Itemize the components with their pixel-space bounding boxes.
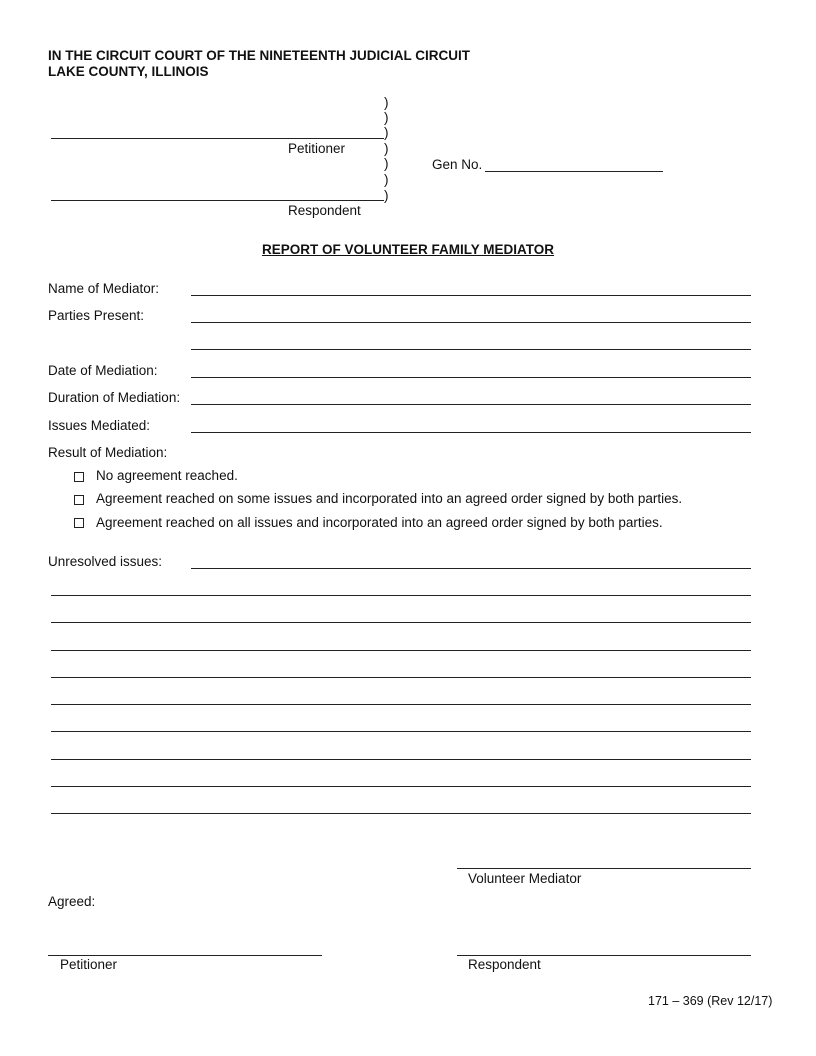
petitioner-label: Petitioner xyxy=(288,141,346,156)
unresolved-issues-line[interactable] xyxy=(51,731,751,732)
option-no-agreement-label: No agreement reached. xyxy=(96,468,238,483)
duration-of-mediation-line[interactable] xyxy=(191,404,751,405)
name-of-mediator-label: Name of Mediator: xyxy=(48,281,160,296)
option-all-issues-checkbox[interactable] xyxy=(74,518,84,528)
petitioner-name-line[interactable] xyxy=(51,138,384,139)
option-no-agreement-checkbox[interactable] xyxy=(74,472,84,482)
court-county: LAKE COUNTY, ILLINOIS xyxy=(48,64,209,79)
caption-paren: ) xyxy=(384,188,389,203)
option-some-issues-label: Agreement reached on some issues and incorporated into an agreed order signed by both parties. xyxy=(96,491,683,506)
parties-present-label: Parties Present: xyxy=(48,308,145,323)
gen-no-line[interactable] xyxy=(485,171,663,172)
volunteer-mediator-signature-line[interactable] xyxy=(457,868,751,869)
caption-paren: ) xyxy=(384,141,389,156)
respondent-signature-label: Respondent xyxy=(468,957,541,972)
unresolved-issues-line[interactable] xyxy=(51,813,751,814)
name-of-mediator-line[interactable] xyxy=(191,295,751,296)
form-title: REPORT OF VOLUNTEER FAMILY MEDIATOR xyxy=(261,242,555,257)
petitioner-signature-line[interactable] xyxy=(48,955,322,956)
respondent-label: Respondent xyxy=(288,203,361,218)
parties-present-line-2[interactable] xyxy=(191,349,751,350)
unresolved-issues-line[interactable] xyxy=(51,786,751,787)
unresolved-issues-line[interactable] xyxy=(51,759,751,760)
date-of-mediation-label: Date of Mediation: xyxy=(48,363,158,378)
date-of-mediation-line[interactable] xyxy=(191,377,751,378)
result-of-mediation-label: Result of Mediation: xyxy=(48,445,168,460)
option-all-issues-label: Agreement reached on all issues and incorporated into an agreed order signed by both parties. xyxy=(96,515,663,530)
unresolved-issues-line[interactable] xyxy=(51,704,751,705)
caption-paren: ) xyxy=(384,110,389,125)
court-name: IN THE CIRCUIT COURT OF THE NINETEENTH JUDICIAL CIRCUIT xyxy=(48,48,471,63)
caption-paren: ) xyxy=(384,156,389,171)
caption-paren: ) xyxy=(384,172,389,187)
agreed-label: Agreed: xyxy=(48,894,96,909)
unresolved-issues-line[interactable] xyxy=(51,595,751,596)
unresolved-issues-line[interactable] xyxy=(51,677,751,678)
issues-mediated-line[interactable] xyxy=(191,432,751,433)
parties-present-line[interactable] xyxy=(191,322,751,323)
unresolved-issues-line[interactable] xyxy=(191,568,751,569)
petitioner-signature-label: Petitioner xyxy=(60,957,118,972)
issues-mediated-label: Issues Mediated: xyxy=(48,418,151,433)
caption-paren: ) xyxy=(384,95,389,110)
volunteer-mediator-label: Volunteer Mediator xyxy=(468,871,582,886)
unresolved-issues-line[interactable] xyxy=(51,650,751,651)
respondent-name-line[interactable] xyxy=(51,200,384,201)
duration-of-mediation-label: Duration of Mediation: xyxy=(48,390,181,405)
caption-paren: ) xyxy=(384,125,389,140)
unresolved-issues-label: Unresolved issues: xyxy=(48,554,163,569)
gen-no-label: Gen No. xyxy=(432,157,483,172)
form-number: 171 – 369 (Rev 12/17) xyxy=(648,994,773,1008)
respondent-signature-line[interactable] xyxy=(457,955,751,956)
unresolved-issues-line[interactable] xyxy=(51,622,751,623)
option-some-issues-checkbox[interactable] xyxy=(74,495,84,505)
